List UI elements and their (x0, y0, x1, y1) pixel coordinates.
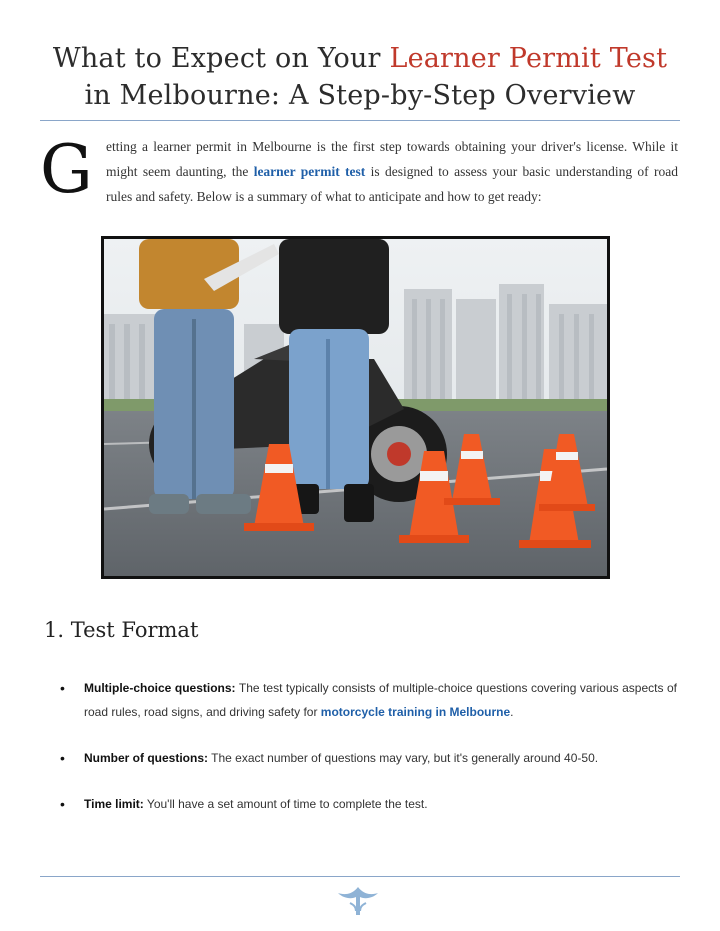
bullet-text: You'll have a set amount of time to complete the test. (143, 797, 428, 811)
page-title (20, 40, 700, 114)
brand-logo-icon (338, 885, 378, 922)
dropcap-letter: G (40, 131, 93, 208)
list-item (60, 792, 677, 816)
intro-text-end: is designed to assess your basic understanding of road rules and safety. Below is a summary of what to anticipate and how to get ready: (106, 164, 678, 204)
bullet-text: The test typically consists of multiple-choice questions covering various aspects of road rules, road signs, and driving safety for (84, 681, 677, 719)
motorcycle-lesson-photo (101, 236, 610, 579)
header-divider (40, 120, 680, 121)
intro-text (106, 134, 678, 209)
list-item (60, 676, 677, 724)
bullet-tail: . (510, 705, 514, 719)
title-line2: in Melbourne: A Step-by-Step Overview (84, 80, 636, 111)
bullet-label: Number of questions: (84, 751, 209, 765)
footer-divider (40, 876, 680, 877)
list-item (60, 746, 677, 770)
learner-permit-test-link[interactable]: learner permit test (253, 164, 366, 179)
title-accent: Learner Permit Test (389, 43, 668, 74)
intro-text-start: etting a learner permit in Melbourne is the first step towards obtaining your driver's license. While it might seem daunting, the (106, 139, 678, 179)
motorcycle-training-link[interactable]: motorcycle training in Melbourne (320, 705, 511, 719)
title-part1: What to Expect on Your (52, 43, 390, 74)
photo-illustration (104, 239, 607, 576)
section-heading-test-format: 1. Test Format (44, 618, 199, 642)
test-format-list (60, 676, 677, 816)
bullet-label: Time limit: (84, 797, 144, 811)
bullet-label: Multiple-choice questions: (84, 681, 236, 695)
bullet-text: The exact number of questions may vary, but it's generally around 40-50. (208, 751, 599, 765)
